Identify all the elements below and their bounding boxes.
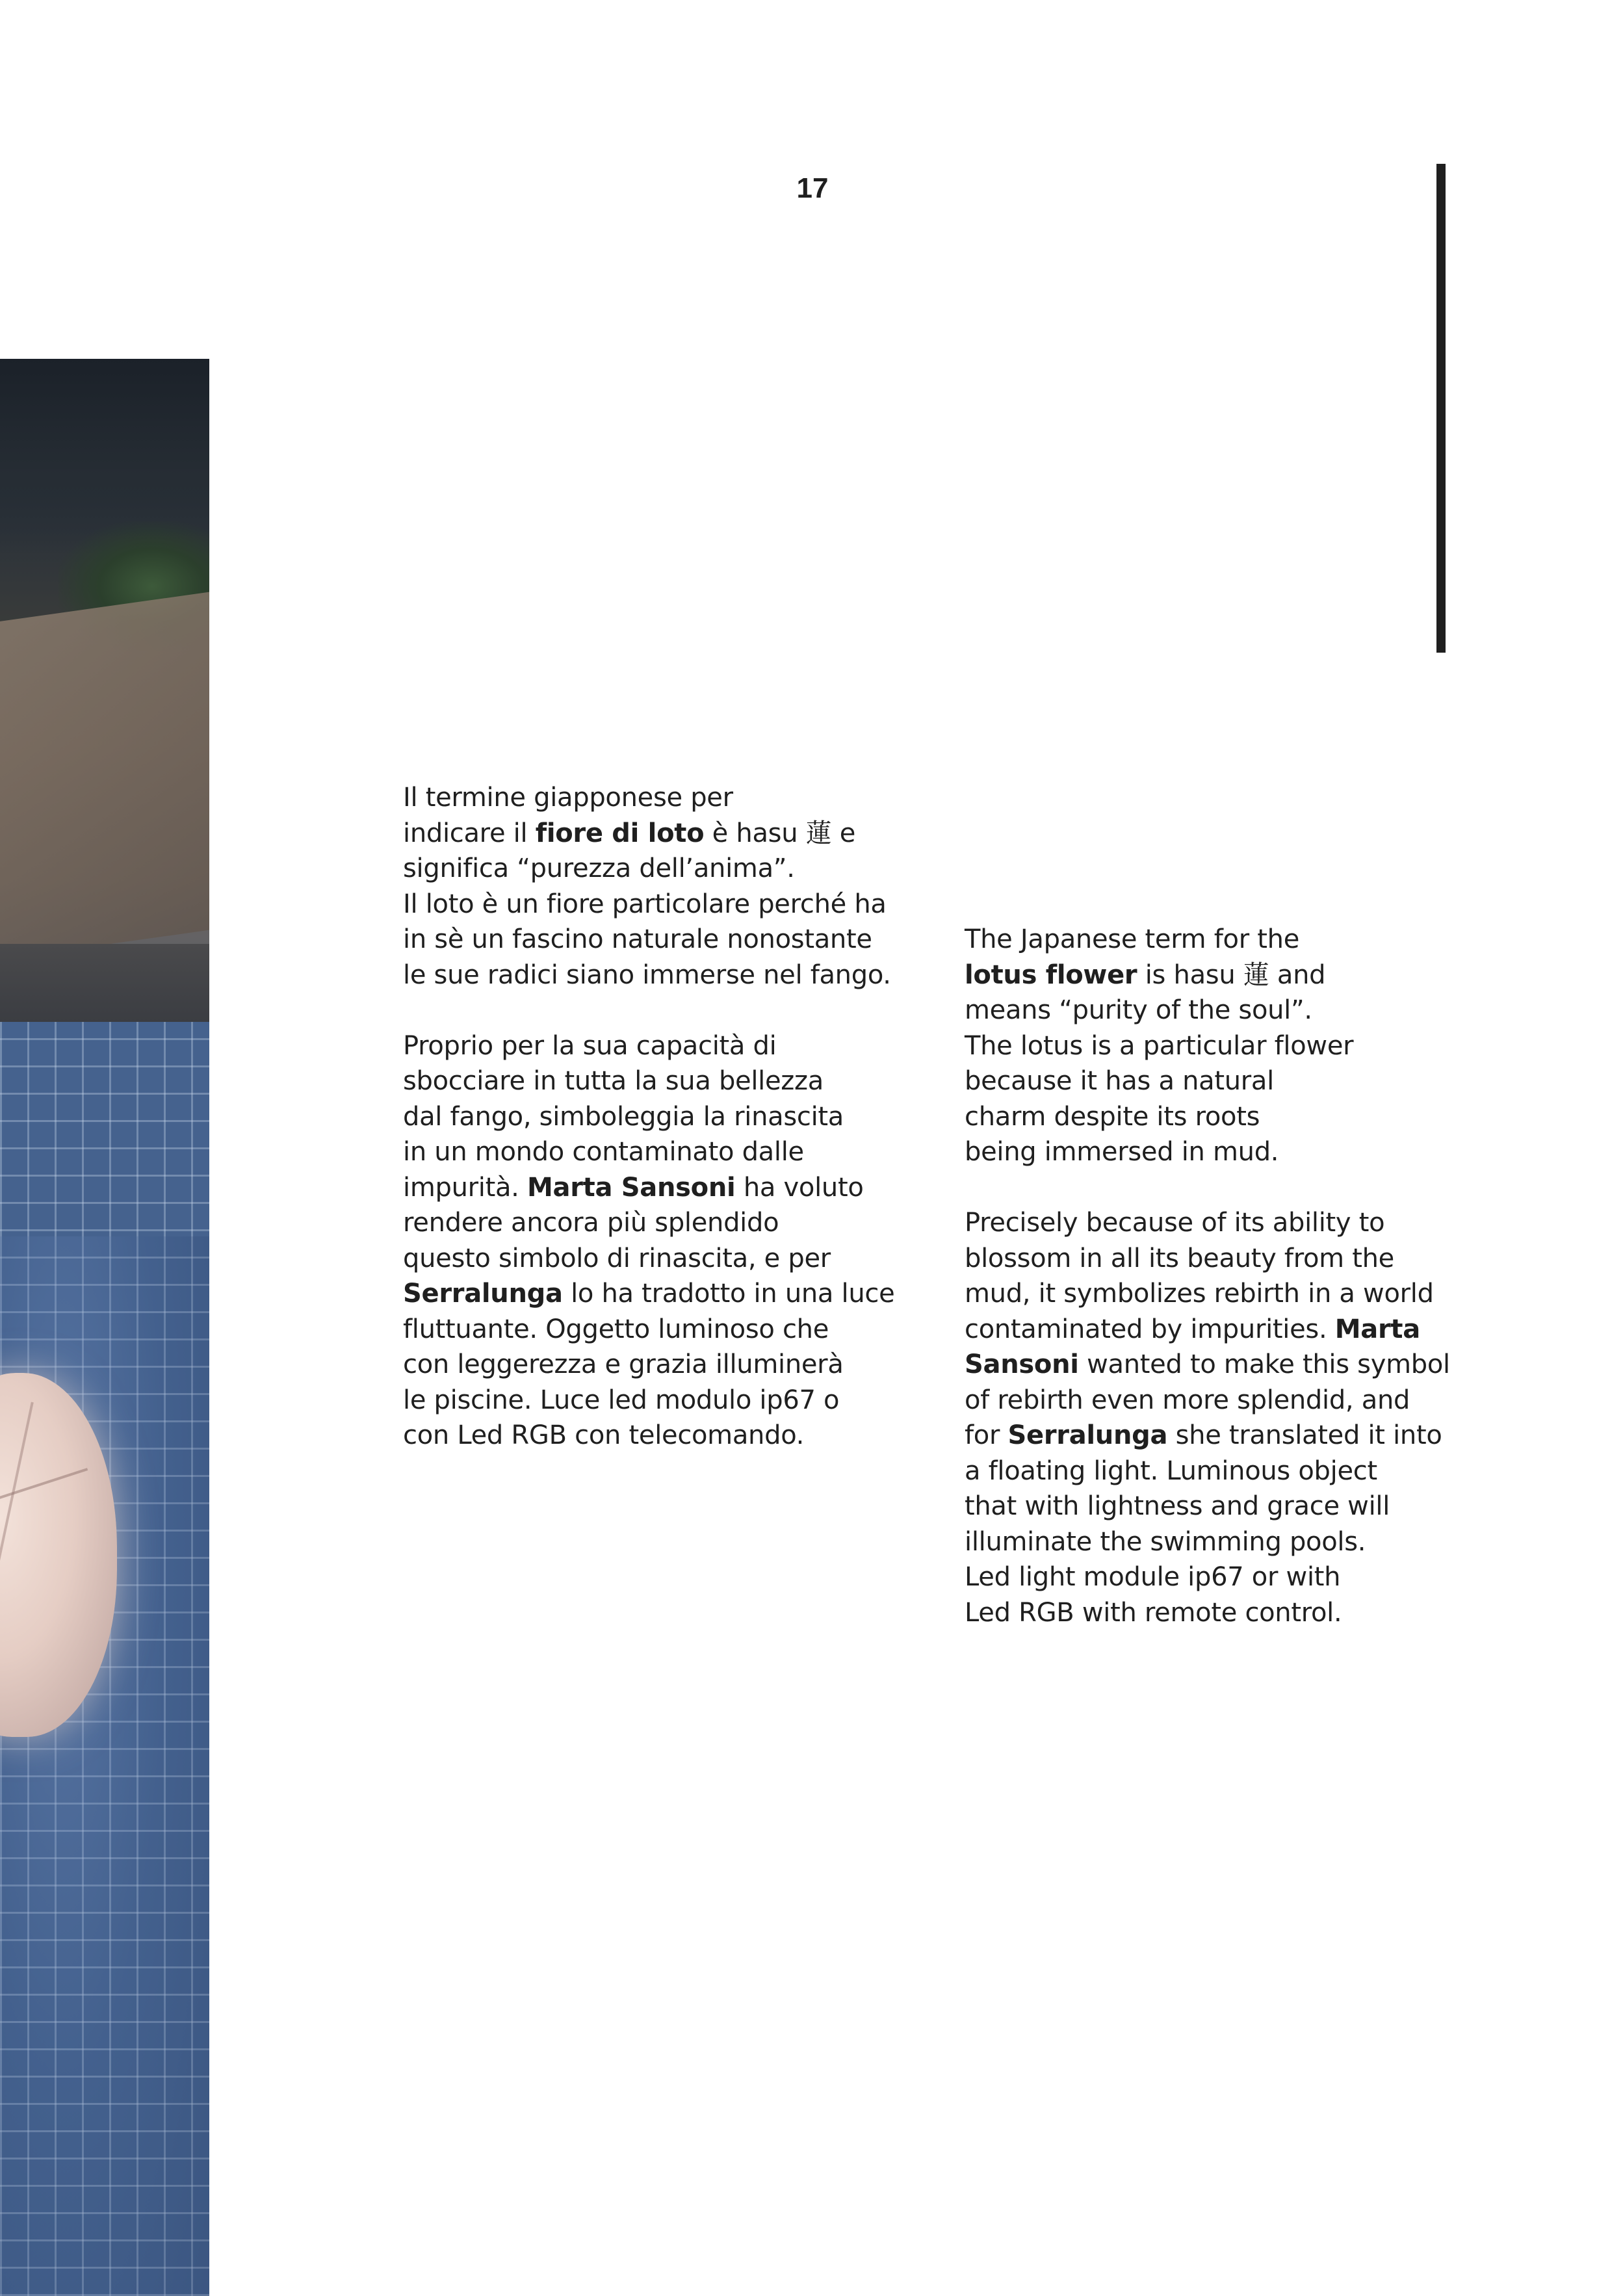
pool-lamp-photo bbox=[0, 359, 209, 2296]
italian-paragraph-1 bbox=[403, 780, 897, 993]
text-line: in sè un fascino naturale nonostante bbox=[403, 924, 872, 954]
text-line: Precisely because of its ability to bbox=[965, 1208, 1385, 1238]
bold-term: Sansoni bbox=[965, 1350, 1079, 1379]
text-line: mud, it symbolizes rebirth in a world bbox=[965, 1279, 1434, 1309]
text-line: Led RGB with remote control. bbox=[965, 1597, 1342, 1628]
text-line: means “purity of the soul”. bbox=[965, 995, 1312, 1025]
bold-term: Marta bbox=[1334, 1314, 1420, 1344]
text-line: Il termine giapponese per bbox=[403, 783, 733, 813]
text-run: ha voluto bbox=[735, 1172, 864, 1203]
text-line: that with lightness and grace will bbox=[965, 1491, 1390, 1521]
english-paragraph-1 bbox=[965, 922, 1459, 1170]
text-line: sbocciare in tutta la sua bellezza bbox=[403, 1066, 824, 1096]
text-run: for bbox=[965, 1420, 1008, 1450]
text-run: indicare il bbox=[403, 818, 536, 848]
text-line: of rebirth even more splendid, and bbox=[965, 1385, 1410, 1415]
text-run: è hasu 蓮 e bbox=[704, 818, 856, 848]
italian-paragraph-2 bbox=[403, 1028, 897, 1454]
text-run: impurità. bbox=[403, 1172, 528, 1203]
text-line: con Led RGB con telecomando. bbox=[403, 1420, 805, 1450]
text-run: wanted to make this symbol bbox=[1078, 1350, 1450, 1379]
text-line bbox=[965, 1347, 1459, 1383]
bold-term: lotus flower bbox=[965, 959, 1137, 990]
text-run: is hasu 蓮 and bbox=[1137, 959, 1326, 990]
text-line bbox=[965, 1312, 1459, 1348]
text-line bbox=[403, 1170, 897, 1206]
text-line: le sue radici siano immerse nel fango. bbox=[403, 959, 891, 990]
text-line: con leggerezza e grazia illuminerà bbox=[403, 1350, 844, 1379]
page-number: 17 bbox=[796, 172, 829, 204]
bold-term: Serralunga bbox=[1007, 1420, 1168, 1450]
text-line: significa “purezza dell’anima”. bbox=[403, 854, 795, 883]
text-line: Proprio per la sua capacità di bbox=[403, 1030, 777, 1061]
text-line bbox=[965, 958, 1459, 993]
text-line: charm despite its roots bbox=[965, 1101, 1260, 1132]
vertical-rule bbox=[1436, 164, 1446, 653]
text-line: fluttuante. Oggetto luminoso che bbox=[403, 1314, 829, 1344]
text-line bbox=[403, 1276, 897, 1312]
text-line: Led light module ip67 or with bbox=[965, 1562, 1341, 1592]
text-run: she translated it into bbox=[1167, 1420, 1442, 1450]
text-line: questo simbolo di rinascita, e per bbox=[403, 1243, 831, 1273]
italian-text-column bbox=[403, 780, 897, 1489]
text-line: illuminate the swimming pools. bbox=[965, 1526, 1366, 1557]
text-line: Il loto è un fiore particolare perché ha bbox=[403, 889, 887, 919]
text-line: in un mondo contaminato dalle bbox=[403, 1137, 804, 1167]
text-line: le piscine. Luce led modulo ip67 o bbox=[403, 1385, 840, 1415]
english-paragraph-2 bbox=[965, 1205, 1459, 1630]
text-line: The lotus is a particular flower bbox=[965, 1030, 1354, 1061]
photo-stone-path bbox=[0, 586, 209, 963]
text-line bbox=[965, 1418, 1459, 1454]
bold-term: fiore di loto bbox=[535, 818, 705, 848]
text-line: rendere ancora più splendido bbox=[403, 1208, 779, 1238]
text-line: blossom in all its beauty from the bbox=[965, 1243, 1394, 1273]
text-line bbox=[403, 816, 897, 852]
bold-term: Marta Sansoni bbox=[527, 1172, 736, 1203]
text-line: because it has a natural bbox=[965, 1066, 1274, 1096]
text-line: being immersed in mud. bbox=[965, 1137, 1279, 1167]
photo-pool-ledge bbox=[0, 944, 209, 1022]
text-run: lo ha tradotto in una luce bbox=[562, 1279, 895, 1309]
english-text-column bbox=[965, 922, 1459, 1666]
text-line: dal fango, simboleggia la rinascita bbox=[403, 1101, 844, 1132]
bold-term: Serralunga bbox=[403, 1279, 563, 1309]
text-run: contaminated by impurities. bbox=[965, 1314, 1335, 1344]
text-line: The Japanese term for the bbox=[965, 924, 1300, 954]
text-line: a floating light. Luminous object bbox=[965, 1455, 1377, 1486]
